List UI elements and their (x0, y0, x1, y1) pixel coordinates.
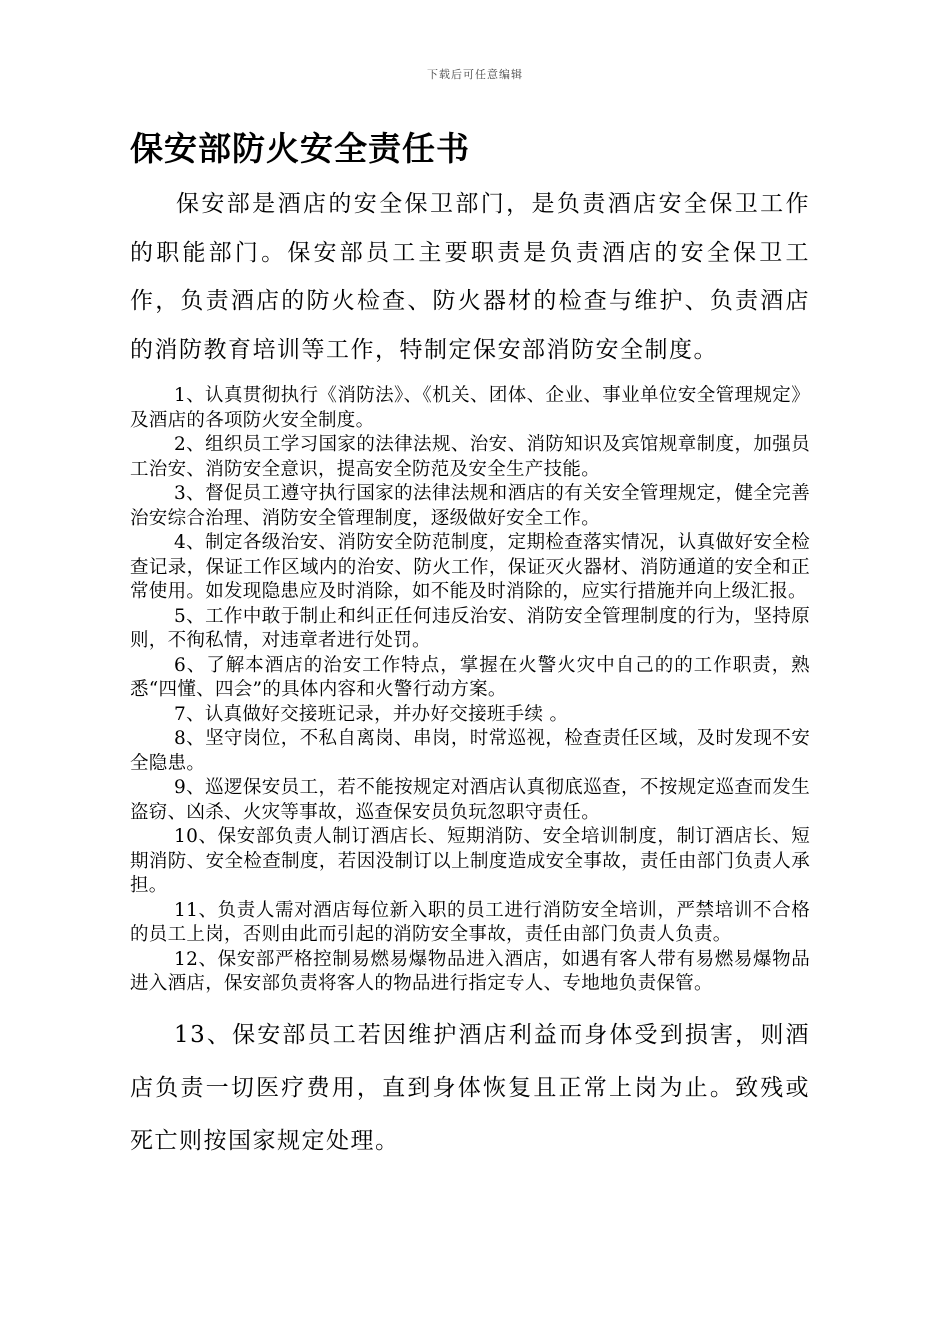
duty-item-12: 12、保安部严格控制易燃易爆物品进入酒店，如遇有客人带有易燃易爆物品进入酒店，保安部负责将客人的物品进行指定专人、专地地负责保管。 (130, 948, 810, 994)
duty-item-11: 11、负责人需对酒店每位新入职的员工进行消防安全培训，严禁培训不合格的员工上岗，否则由此而引起的消防安全事故，责任由部门负责人负责。 (130, 899, 810, 945)
intro-paragraph: 保安部是酒店的安全保卫部门，是负责酒店安全保卫工作的职能部门。保安部员工主要职责是负责酒店的安全保卫工作，负责酒店的防火检查、防火器材的检查与维护、负责酒店的消防教育培训等工作，特制定保安部消防安全制度。 (130, 191, 810, 363)
duty-item-5: 5、工作中敢于制止和纠正任何违反治安、消防安全管理制度的行为，坚持原则，不徇私情，对违章者进行处罚。 (130, 605, 810, 651)
duty-item-1: 1、认真贯彻执行《消防法》、《机关、团体、企业、事业单位安全管理规定》及酒店的各项防火安全制度。 (130, 385, 810, 431)
duty-item-9: 9、巡逻保安员工，若不能按规定对酒店认真彻底巡查，不按规定巡查而发生盗窃、凶杀、火灾等事故，巡查保安员负玩忽职守责任。 (130, 777, 810, 823)
document-title: 保安部防火安全责任书 (130, 129, 470, 168)
duty-item-4: 4、制定各级治安、消防安全防范制度，定期检查落实情况，认真做好安全检查记录，保证工作区域内的治安、防火工作，保证灭火器材、消防通道的安全和正常使用。如发现隐患应及时消除，如不能及时消除的，应实行措施并向上级汇报。 (130, 532, 810, 602)
duty-item-2: 2、组织员工学习国家的法律法规、治安、消防知识及宾馆规章制度，加强员工治安、消防安全意识，提高安全防范及安全生产技能。 (130, 434, 810, 480)
header-note: 下载后可任意编辑 (427, 68, 523, 81)
duty-item-10: 10、保安部负责人制订酒店长、短期消防、安全培训制度，制订酒店长、短期消防、安全检查制度，若因没制订以上制度造成安全事故，责任由部门负责人承担。 (130, 826, 810, 896)
duty-item-3: 3、督促员工遵守执行国家的法律法规和酒店的有关安全管理规定，健全完善治安综合治理、消防安全管理制度，逐级做好安全工作。 (130, 483, 810, 529)
closing-paragraph: 13、保安部员工若因维护酒店利益而身体受到损害，则酒店负责一切医疗费用，直到身体恢复且正常上岗为止。致残或死亡则按国家规定处理。 (130, 1021, 810, 1154)
duty-list (130, 384, 810, 997)
document-body (130, 126, 810, 1168)
duty-item-6: 6、了解本酒店的治安工作特点，掌握在火警火灾中自己的的工作职责，熟悉“四懂、四会”的具体内容和火警行动方案。 (130, 654, 810, 700)
duty-item-7: 7、认真做好交接班记录，并办好交接班手续 。 (174, 703, 569, 725)
duty-item-8: 8、坚守岗位，不私自离岗、串岗，时常巡视，检查责任区域，及时发现不安全隐患。 (130, 728, 810, 774)
